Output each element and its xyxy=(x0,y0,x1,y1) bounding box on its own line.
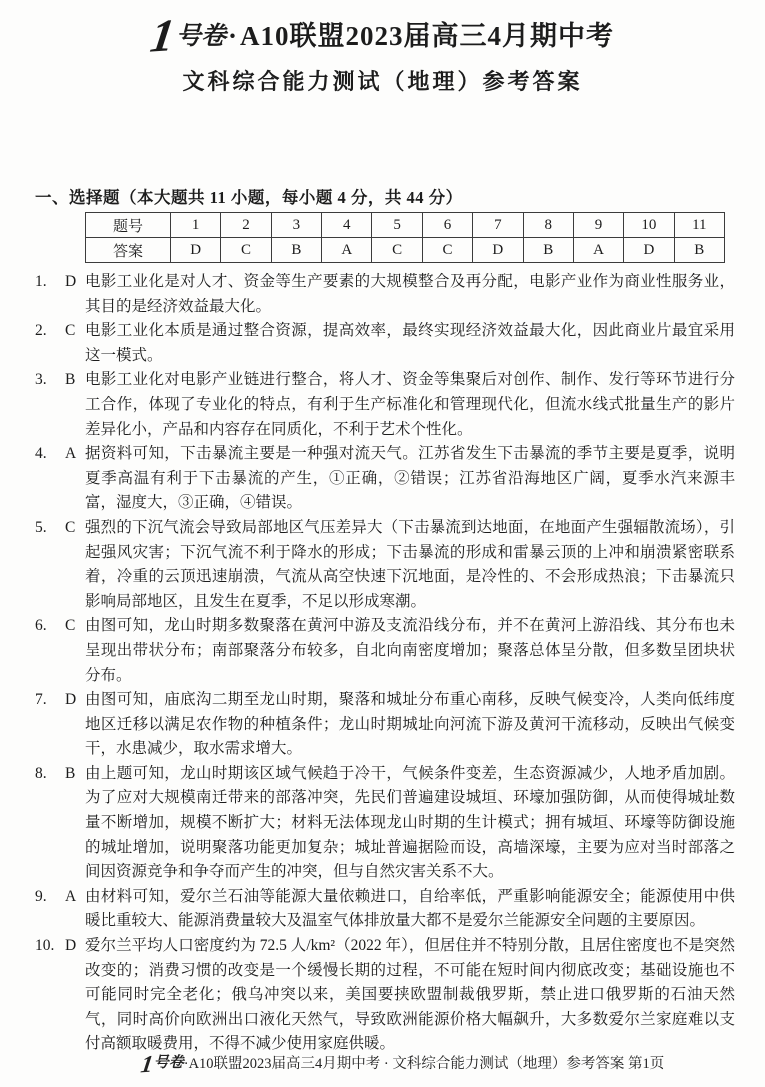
item-answer-letter: C xyxy=(65,518,76,536)
question-number-cell: 8 xyxy=(523,213,573,238)
answer-cell: D xyxy=(624,238,674,263)
question-number-cell: 11 xyxy=(674,213,724,238)
question-number-cell: 9 xyxy=(573,213,623,238)
question-number-cell: 7 xyxy=(473,213,523,238)
item-number: 7. xyxy=(35,691,47,709)
answer-cell: B xyxy=(523,238,573,263)
explanation-item-8 xyxy=(35,762,735,885)
item-explanation-text: 爱尔兰平均人口密度约为 72.5 人/km²（2022 年），但居住并不特别分散，且居住密度也不是突然改变的；消费习惯的改变是一个缓慢长期的过程，不可能在短时间内彻底改变；基础设施也不可能同时完全老化；俄乌冲突以来，美国要挟欧盟制裁俄罗斯，禁止进口俄罗斯的石油天然气，同时高价向欧洲出口液化天然气，导致欧洲能源价格大幅飙升，大多数爱尔兰家庭难以支付高额取暖费用，不得不减少使用家庭供暖。 xyxy=(85,937,735,1053)
question-number-cell: 4 xyxy=(322,213,372,238)
item-explanation-text: 电影工业化对电影产业链进行整合，将人才、资金等集聚后对创作、制作、发行等环节进行分工合作，体现了专业化的特点，有利于生产标准化和管理现代化，但流水线式批量生产的影片差异化小，产品和内容存在同质化，不利于艺术个性化。 xyxy=(85,371,735,438)
question-number-cell: 6 xyxy=(422,213,472,238)
item-number: 6. xyxy=(35,617,47,635)
explanation-item-3 xyxy=(35,368,735,442)
item-number: 8. xyxy=(35,764,47,782)
item-explanation-text: 由材料可知，爱尔兰石油等能源大量依赖进口，自给率低，严重影响能源安全；能源使用中供暖比重较大、能源消费量较大及温室气体排放量大都不是爱尔兰能源安全问题的主要原因。 xyxy=(85,887,735,930)
item-answer-letter: B xyxy=(65,764,76,782)
explanation-item-2 xyxy=(35,319,735,368)
brand-numeral-logo: 1 xyxy=(147,9,179,62)
item-explanation-text: 由图可知，庙底沟二期至龙山时期，聚落和城址分布重心南移，反映气候变冷，人类向低纬度地区迁移以满足农作物的种植条件；龙山时期城址向河流下游及黄河干流移动，反映出气候变干，水患减少，取水需求增大。 xyxy=(85,691,735,758)
section-heading: 一、选择题（本大题共 11 小题，每小题 4 分，共 44 分） xyxy=(35,188,463,207)
explanation-item-5 xyxy=(35,516,735,614)
item-explanation-text: 据资料可知，下击暴流主要是一种强对流天气。江苏省发生下击暴流的季节主要是夏季，说明夏季高温有利于下击暴流的产生，①正确，②错误；江苏省沿海地区广阔，夏季水汽来源丰富，湿度大，③正确，④错误。 xyxy=(85,445,735,512)
explanation-item-9 xyxy=(35,885,735,934)
item-explanation-text: 电影工业化是对人才、资金等生产要素的大规模整合及再分配，电影产业作为商业性服务业，其目的是经济效益最大化。 xyxy=(85,273,735,315)
title-separator: · xyxy=(228,21,239,51)
explanation-item-7 xyxy=(35,688,735,762)
title-text: A10联盟2023届高三4月期中考 xyxy=(240,21,615,51)
explanation-item-1 xyxy=(35,270,735,319)
answer-cell: D xyxy=(171,238,221,263)
footer-brand-numeral-logo: 1 xyxy=(138,1051,155,1079)
answer-cell: B xyxy=(674,238,724,263)
item-number: 3. xyxy=(35,371,47,389)
question-number-cell: 1 xyxy=(171,213,221,238)
item-number: 5. xyxy=(35,518,47,536)
item-number: 9. xyxy=(35,887,47,905)
page-footer xyxy=(0,1051,765,1079)
brand-script-text: 号卷 xyxy=(175,23,226,50)
item-answer-letter: A xyxy=(65,887,77,905)
item-answer-letter: D xyxy=(65,691,77,709)
item-answer-letter: A xyxy=(65,445,77,463)
answer-row xyxy=(86,238,725,263)
footer-brand-script-text: 号卷 xyxy=(153,1055,184,1071)
question-number-cell: 10 xyxy=(624,213,674,238)
item-explanation-text: 由图可知，龙山时期多数聚落在黄河中游及支流沿线分布，并不在黄河上游沿线、其分布也未呈现出带状分布；南部聚落分布较多，自北向南密度增加；聚落总体呈分散，但多数呈团块状分布。 xyxy=(85,617,735,684)
footer-page-number: 第1页 xyxy=(628,1056,665,1072)
item-answer-letter: D xyxy=(65,937,77,955)
item-answer-letter: C xyxy=(65,617,76,635)
item-number: 10. xyxy=(35,937,55,955)
answer-cell: B xyxy=(271,238,321,263)
answer-row-label: 答案 xyxy=(86,238,171,263)
explanation-item-10 xyxy=(35,934,735,1057)
question-number-cell: 3 xyxy=(271,213,321,238)
answer-cell: D xyxy=(473,238,523,263)
item-answer-letter: C xyxy=(65,322,76,340)
answer-cell: C xyxy=(422,238,472,263)
item-explanation-text: 强烈的下沉气流会导致局部地区气压差异大（下击暴流到达地面，在地面产生强辐散流场），引起强风灾害；下沉气流不利于降水的形成；下击暴流的形成和雷暴云顶的上冲和崩溃紧密联系着，冷重的云顶迅速崩溃，气流从高空快速下沉地面，是冷性的、不会形成热浪；下击暴流只影响局部地区，且发生在夏季，不足以形成寒潮。 xyxy=(85,518,735,610)
item-explanation-text: 由上题可知，龙山时期该区域气候趋于冷干，气候条件变差，生态资源减少，人地矛盾加剧。为了应对大规模南迁带来的部落冲突，先民们普遍建设城垣、环壕加强防御，从而使得城址数量不断增加，规模不断扩大；材料无法体现龙山时期的生计模式；拥有城垣、环壕等防御设施的城址增加，说明聚落功能更加复杂；城址普遍据险而设，高墙深壕，主要为应对当时部落之间因资源竞争和争夺而产生的冲突，但与自然灾害关系不大。 xyxy=(85,764,735,881)
item-explanation-text: 电影工业化本质是通过整合资源，提高效率，最终实现经济效益最大化，因此商业片最宜采用这一模式。 xyxy=(85,322,735,364)
answer-cell: C xyxy=(221,238,271,263)
explanation-item-6 xyxy=(35,614,735,688)
answer-cell: C xyxy=(372,238,422,263)
answer-key-table xyxy=(85,212,725,263)
item-answer-letter: B xyxy=(65,371,76,389)
explanation-list xyxy=(35,270,735,1057)
item-answer-letter: D xyxy=(65,273,77,290)
answer-cell: A xyxy=(573,238,623,263)
page-subtitle: 文科综合能力测试（地理）参考答案 xyxy=(182,69,583,94)
page-title xyxy=(0,0,765,62)
answer-cell: A xyxy=(322,238,372,263)
question-row-label: 题号 xyxy=(86,213,171,238)
footer-text: ·A10联盟2023届高三4月期中考 · 文科综合能力测试（地理）参考答案 xyxy=(183,1056,625,1072)
explanation-item-4 xyxy=(35,442,735,516)
question-number-cell: 5 xyxy=(372,213,422,238)
question-number-row xyxy=(86,213,725,238)
item-number: 4. xyxy=(35,445,47,463)
item-number: 1. xyxy=(35,273,47,290)
question-number-cell: 2 xyxy=(221,213,271,238)
item-number: 2. xyxy=(35,322,47,340)
